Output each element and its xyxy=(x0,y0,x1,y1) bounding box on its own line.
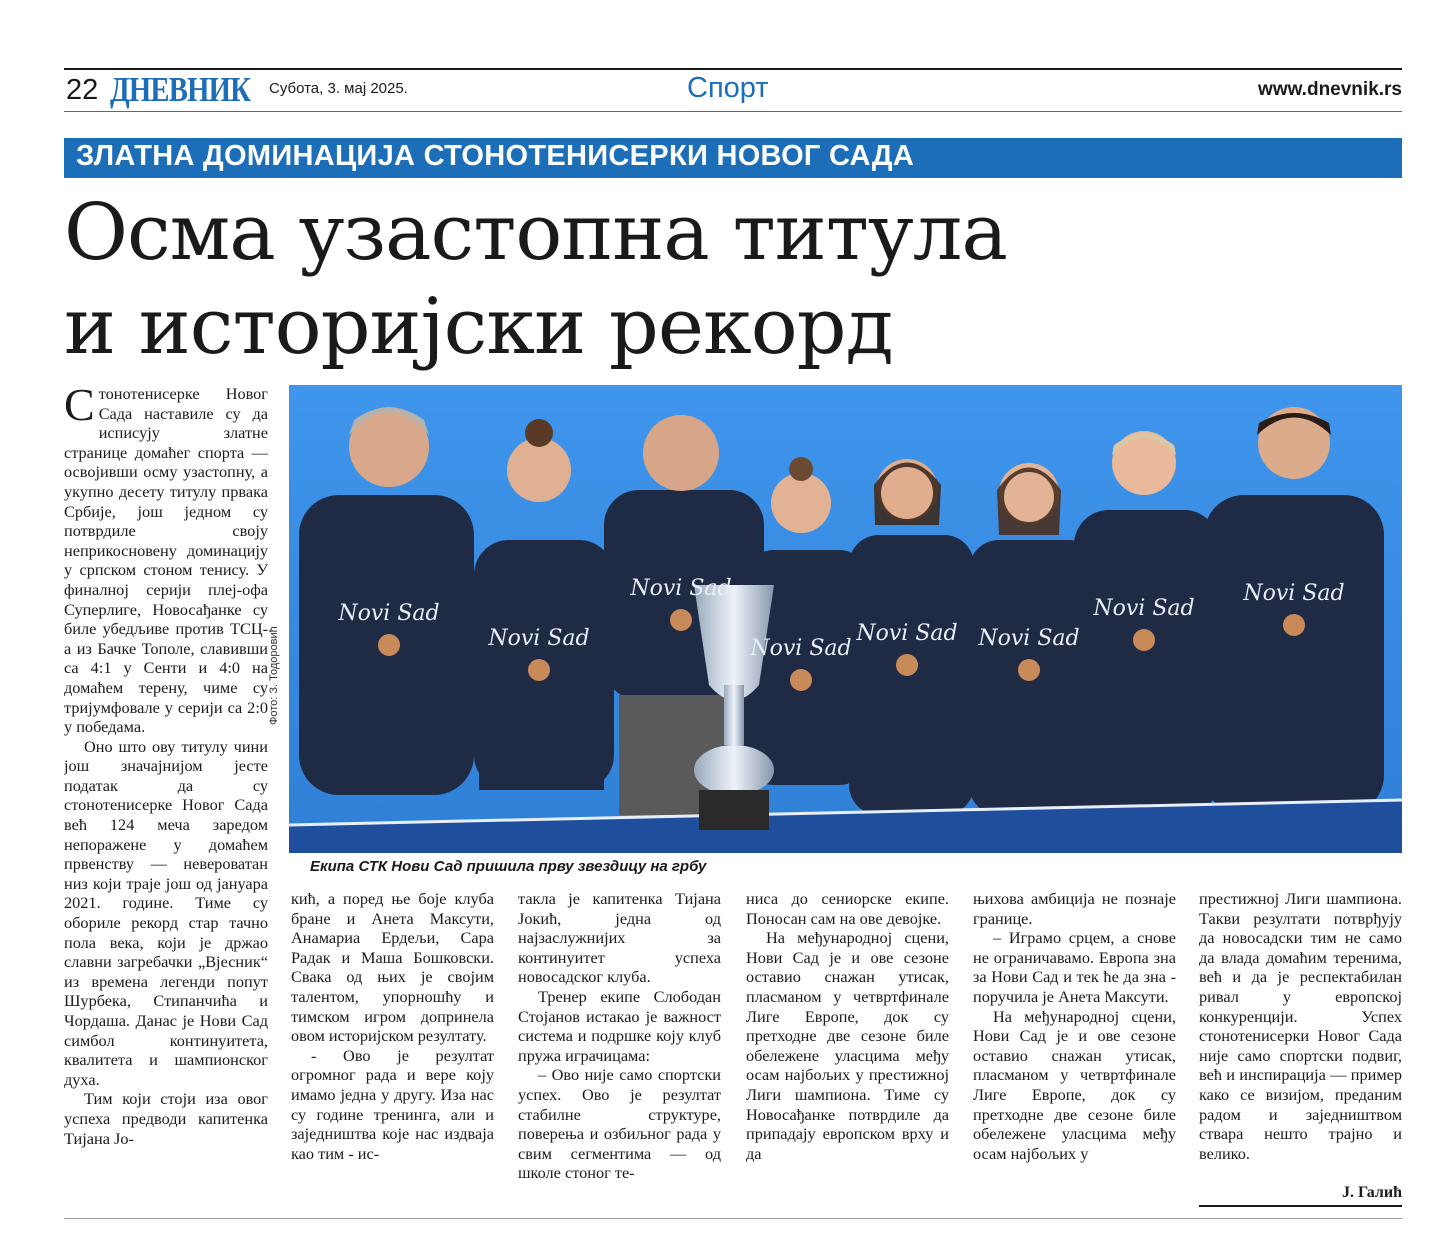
photo-caption: Екипа СТК Нови Сад пришила прву звездицу на грбу xyxy=(310,858,707,875)
paragraph-3-cont: кић, а поред ње боје клуба бране и Анета Максути, Анамариа Ердељи, Сара Радак и Маша Бошковски. Свака од њих је својим талентом, упорношћу и тимском игром допринела овом историјском резултату. xyxy=(291,889,494,1046)
kicker-bar xyxy=(64,138,1402,178)
medal-icon xyxy=(790,669,812,691)
article-column-1 xyxy=(64,384,268,1206)
author-signature: Ј. Галић xyxy=(1341,1184,1402,1201)
shirt-logo-text: Novi Sad xyxy=(856,621,958,646)
paragraph-7-cont: њихова амбиција не познаје границе. xyxy=(973,889,1176,928)
medal-icon xyxy=(1283,614,1305,636)
website-url: www.dnevnik.rs xyxy=(1258,79,1402,100)
article-column-5 xyxy=(973,889,1176,1205)
kicker-text: ЗЛАТНА ДОМИНАЦИЈА СТОНОТЕНИСЕРКИ НОВОГ САДА xyxy=(76,140,915,172)
medal-icon xyxy=(1018,659,1040,681)
medal-icon xyxy=(528,659,550,681)
paragraph-6: – Ово није само спортски успех. Ово је резултат стабилне структуре, поверења и озбиљног рада у свим сегментима — од школе стоног те- xyxy=(518,1065,721,1183)
title-line-2: и историјски рекорд xyxy=(64,282,893,372)
team-photo-illustration xyxy=(289,385,1402,853)
title-line-1: Осма узастопна титула xyxy=(64,188,1007,278)
article-title xyxy=(64,186,1402,374)
paragraph-4-cont: такла је капитенка Тијана Јокић, једна од најзаслужнијих за континуитет успеха новосадског клуба. xyxy=(518,889,721,987)
shirt-logo-text: Novi Sad xyxy=(978,626,1080,651)
shirt-logo-text: Novi Sad xyxy=(1243,581,1345,606)
medal-icon xyxy=(670,609,692,631)
article-column-3 xyxy=(518,889,721,1205)
paragraph-7: На међународној сцени, Нови Сад је и ове сезоне оставио снажан утисак, пласманом у четвртфинале Лиге Европе, док су претходне две сезоне биле обележене уласцима међу осам најбољих у престижној Лиги шампиона. Тиме су Новосађанке потврдиле да припадају европском врху и да xyxy=(746,928,949,1163)
paragraph-5: Тренер екипе Слободан Стојанов истакао је важност система и подршке коју клуб пружа играчицама: xyxy=(518,986,721,1065)
article-column-4 xyxy=(746,889,949,1205)
page-bottom-rule xyxy=(64,1218,1402,1219)
shirt-logo-text: Novi Sad xyxy=(338,601,440,626)
shirt-logo-text: Novi Sad xyxy=(630,576,732,601)
header-bottom-rule xyxy=(64,111,1402,112)
paragraph-6-cont: ниса до сениорске екипе. Поносан сам на ове девојке. xyxy=(746,889,949,928)
section-name: Спорт xyxy=(687,72,769,104)
paragraph-4: - Ово је резултат огромног рада и вере коју имамо једна у другу. Иза нас су године тренинга, али и заједништва које нас издваја као тим - ис- xyxy=(291,1045,494,1163)
article-column-6 xyxy=(1199,889,1402,1189)
paragraph-3: Тим који стоји иза овог успеха предводи капитенка Тијана Јо- xyxy=(64,1089,268,1148)
shirt-logo-text: Novi Sad xyxy=(1093,596,1195,621)
medal-icon xyxy=(1133,629,1155,651)
medal-icon xyxy=(378,634,400,656)
page-number: 22 xyxy=(66,74,99,106)
medal-icon xyxy=(896,654,918,676)
paragraph-2: Оно што ову титулу чини још значајнијом јесте податак да су стонотенисерке Новог Сада већ 124 меча заредом непоражене у домаћем првенству — невероватан низ који траје још од јануара 2021. године. Тиме су обориле рекорд стар тачно пола века, који је држао славни загребачки „Вјесник“ из времена легенди попут Шурбека, Стипанчића и Чордаша. Данас је Нови Сад симбол континуитета, квалитета и шампионског духа. xyxy=(64,736,268,1089)
article-column-2 xyxy=(291,889,494,1205)
paragraph-1: Стонотенисерке Новог Сада наставиле су да исписују златне странице домаћег спорта — освојивши осму узастопну, а укупно десету титулу првака Србије, још једном су потврдиле своју неприкосновену доминацију у српском стоном тенису. У финалној серији плеј-офа Суперлиге, Новосађанке су биле убедљиве против ТСЦ-а из Бачке Тополе, славивши са 4:1 у Сенти и 4:0 на домаћем терену, чиме су тријумфовале у серији са 2:0 у победама. xyxy=(64,384,268,737)
paragraph-8: – Играмо срцем, а снове не ограничавамо. Европа зна за Нови Сад и тек ће да зна - поручила је Анета Максути. xyxy=(973,928,1176,1006)
drop-cap: С xyxy=(64,384,95,430)
shirt-logo-text: Novi Sad xyxy=(488,626,590,651)
newspaper-logo: ДНЕВНИК xyxy=(110,70,251,109)
photo-credit: Фото: З. Тодоровић xyxy=(268,626,280,725)
team-photo xyxy=(289,385,1402,853)
author-rule xyxy=(1199,1205,1402,1207)
paragraph-9-cont: престижној Лиги шампиона. Такви резултати потврђују да новосадски тим не само да влада домаћим теренима, већ и да је респектабилан ривал у европској конкуренцији. Успех стонотенисерки Новог Сада није само спортски подвиг, већ и инспирација — пример како се визијом, преданим радом и заједништвом ствара нешто трајно и велико. xyxy=(1199,889,1402,1163)
shirt-logo-text: Novi Sad xyxy=(750,636,852,661)
page-header xyxy=(64,70,1402,110)
paragraph-9: На међународној сцени, Нови Сад је и ове сезоне оставио снажан утисак, пласманом у четвртфинале Лиге Европе, док су претходне две сезоне биле обележене уласцима међу осам најбољих у xyxy=(973,1006,1176,1163)
issue-date: Субота, 3. мај 2025. xyxy=(269,80,408,97)
